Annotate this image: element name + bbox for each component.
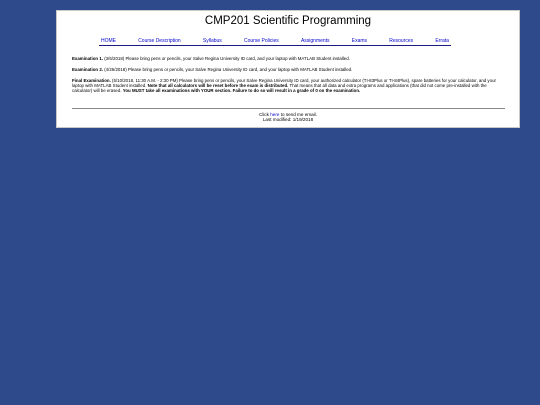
exam-list	[72, 56, 508, 99]
email-link[interactable]: here	[270, 112, 280, 117]
last-modified: Last modified: 1/19/2018	[262, 117, 314, 123]
main-panel	[56, 10, 520, 128]
nav-resources-link[interactable]: Resources	[389, 38, 414, 44]
exam-item	[72, 56, 508, 61]
exam-note: Note that all calculators will be reset before the exam is distributed.	[147, 82, 289, 88]
nav-home-link[interactable]: HOME	[101, 38, 116, 44]
exam-name: Examination 2.	[72, 66, 103, 72]
email-prefix: Click	[259, 112, 271, 117]
exam-warning: You MUST take all examinations with YOUR section. Failure to do so will result in a grade of 0 on the examination.	[122, 88, 361, 93]
exam-text-continued: That means that all data and extra programs and applications (that did not come pre-installed with the calculator) will be erased.	[72, 82, 487, 93]
nav-syllabus-link[interactable]: Syllabus	[202, 38, 222, 44]
nav-course-policies-link[interactable]: Course Policies	[244, 38, 279, 44]
nav-exams-link[interactable]: Exams	[351, 38, 368, 44]
footer	[57, 112, 519, 122]
page-title: CMP201 Scientific Programming	[204, 15, 372, 27]
email-suffix: to send me email.	[279, 112, 317, 117]
exam-text: (3/6/2018) Please bring pens or pencils, your Salve Regina University ID card, and your laptop with MATLAB Student installed.	[103, 56, 350, 61]
nav-bar	[99, 38, 451, 46]
exam-item	[72, 78, 508, 94]
exam-item	[72, 67, 508, 72]
exam-name: Final Examination.	[72, 77, 111, 83]
nav-assignments-link[interactable]: Assignments	[300, 38, 330, 44]
nav-errata-link[interactable]: Errata	[435, 38, 449, 44]
exam-name: Examination 1.	[72, 56, 103, 61]
exam-text: (4/26/2018) Please bring pens or pencils, your Salve Regina University ID card, and your laptop with MATLAB Student installed.	[103, 66, 353, 72]
nav-course-description-link[interactable]: Course Description	[138, 38, 181, 44]
divider	[72, 108, 505, 109]
exam-text: (5/10/2018, 11:30 A.M. - 2:30 PM) Please bring pens or pencils, your Salve Regina University ID card, your authorized calculator (TI-83Plus or TI-84Plus), spare batteries for your calculator, and your laptop with MATLAB Student installed.	[72, 77, 496, 88]
